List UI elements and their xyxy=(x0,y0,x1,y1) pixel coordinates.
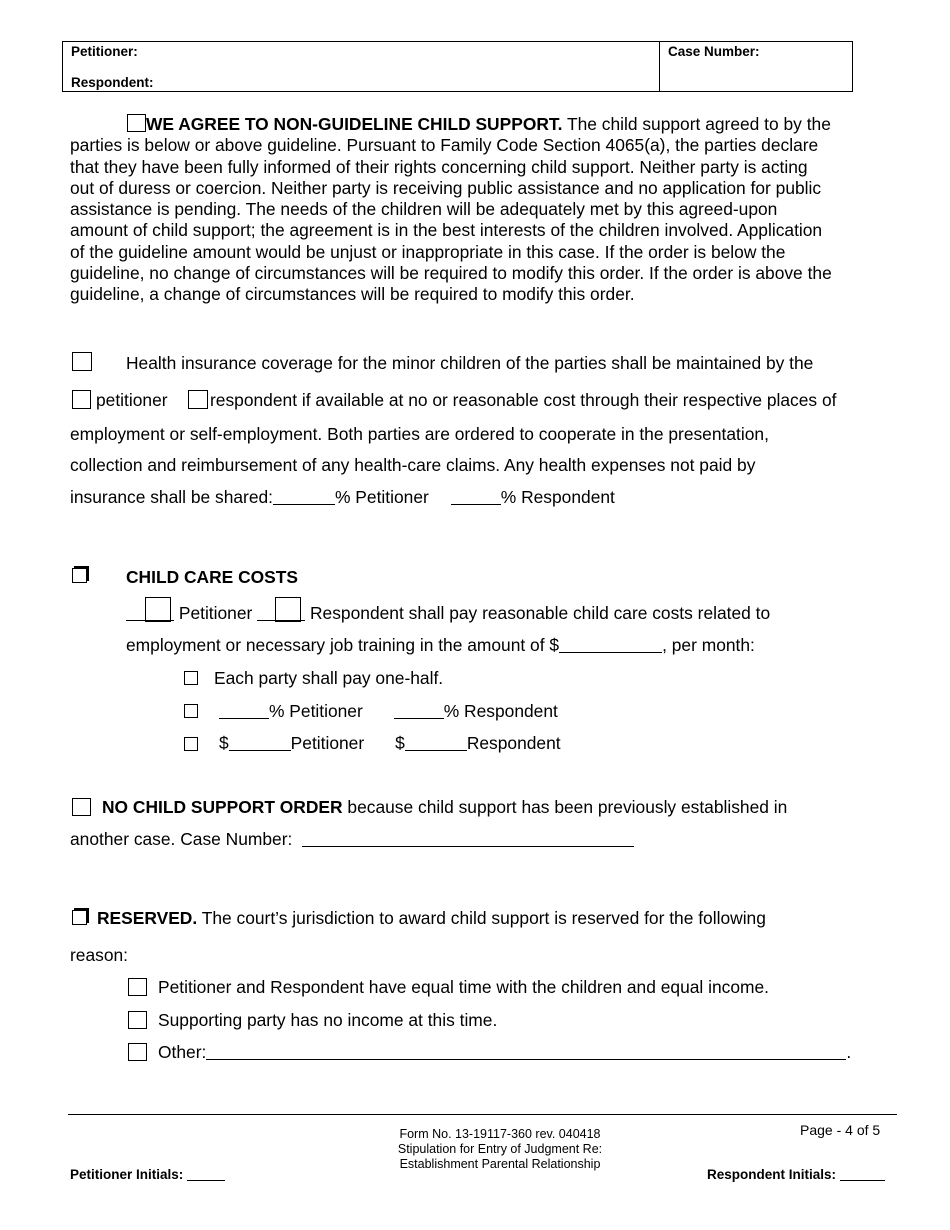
reserved-opt2: Supporting party has no income at this time. xyxy=(158,1010,498,1030)
reserved-opt2-checkbox[interactable] xyxy=(128,1011,147,1029)
child-care-opt3-resp-field[interactable] xyxy=(405,735,467,751)
form-title-line1: Stipulation for Entry of Judgment Re: xyxy=(397,1142,603,1156)
health-respondent-checkbox[interactable] xyxy=(188,390,208,409)
case-number-label: Case Number: xyxy=(668,44,760,59)
child-care-opt3-checkbox[interactable] xyxy=(184,737,198,751)
form-title-line2: Establishment Parental Relationship xyxy=(399,1157,601,1171)
no-order-line1: NO CHILD SUPPORT ORDER because child support has been previously established in xyxy=(102,797,788,817)
health-petitioner-pct-field[interactable] xyxy=(273,489,335,505)
child-care-line2: employment or necessary job training in the amount of $ , per month: xyxy=(126,635,755,655)
health-line2: respondent if available at no or reasonable cost through their respective places of xyxy=(210,390,837,410)
child-care-opt1: Each party shall pay one-half. xyxy=(214,668,444,688)
health-line4: collection and reimbursement of any health-care claims. Any health expenses not paid by xyxy=(70,455,756,475)
reserved-checkbox[interactable] xyxy=(72,910,87,925)
health-line5: insurance shall be shared: % Petitioner % Respondent xyxy=(70,487,615,507)
respondent-label: Respondent: xyxy=(71,75,154,90)
child-care-opt2-checkbox[interactable] xyxy=(184,704,198,718)
child-care-opt1-checkbox[interactable] xyxy=(184,671,198,685)
child-care-petitioner-field[interactable] xyxy=(126,605,174,621)
no-order-case-number-field[interactable] xyxy=(302,831,634,847)
footer-rule xyxy=(68,1114,897,1115)
reserved-opt3-checkbox[interactable] xyxy=(128,1043,147,1061)
non-guideline-paragraph: WE AGREE TO NON-GUIDELINE CHILD SUPPORT. The child support agreed to by the parties is below or above guideline. Pursuant to Family Code Section 4065(a), the parties declare that they have been fully informed of their rights concerning child support. Neither party is acting out of duress or coercion. Neither party is receiving public assistance and no application for public assistance is pending. The needs of the children will be adequately met by this agreed-upon amount of child support; the agreement is in the best interests of the children involved. Application of the guideline amount would be unjust or inappropriate in this case. If the order is below the guideline, no change of circumstances will be required to modify this order. If the order is above the guideline, a change of circumstances will be required to modify this order. xyxy=(70,114,832,305)
no-order-checkbox[interactable] xyxy=(72,798,91,816)
form-info xyxy=(350,1127,650,1172)
child-care-opt2-resp-field[interactable] xyxy=(394,703,444,719)
no-order-line2: another case. Case Number: xyxy=(70,829,634,850)
reserved-opt3: Other: . xyxy=(158,1042,852,1062)
child-care-checkbox[interactable] xyxy=(72,568,87,583)
child-care-amount-field[interactable] xyxy=(559,637,662,653)
child-care-respondent-field[interactable] xyxy=(257,605,305,621)
child-care-line1: Petitioner Respondent shall pay reasonable child care costs related to xyxy=(126,603,770,624)
health-respondent-pct-field[interactable] xyxy=(451,489,501,505)
reserved-opt1: Petitioner and Respondent have equal time with the children and equal income. xyxy=(158,977,769,997)
child-care-title: CHILD CARE COSTS xyxy=(126,567,298,587)
petitioner-initials-field[interactable] xyxy=(187,1168,225,1181)
health-petitioner-checkbox[interactable] xyxy=(72,390,91,409)
reserved-other-field[interactable] xyxy=(206,1044,846,1060)
page-number: Page - 4 of 5 xyxy=(800,1122,881,1138)
child-care-opt3: $ Petitioner $ Respondent xyxy=(219,733,561,753)
non-guideline-checkbox[interactable] xyxy=(127,114,146,132)
health-line1: Health insurance coverage for the minor children of the parties shall be maintained by the xyxy=(126,353,814,373)
reserved-opt1-checkbox[interactable] xyxy=(128,978,147,996)
non-guideline-title: WE AGREE TO NON-GUIDELINE CHILD SUPPORT. xyxy=(146,114,563,134)
petitioner-label: Petitioner: xyxy=(71,44,138,59)
case-header-box xyxy=(62,41,853,92)
reserved-line2: reason: xyxy=(70,945,129,965)
health-insurance-checkbox[interactable] xyxy=(72,352,92,371)
petitioner-initials: Petitioner Initials: xyxy=(70,1167,225,1182)
health-petitioner-label: petitioner xyxy=(96,390,168,410)
child-care-opt2-pet-field[interactable] xyxy=(219,703,269,719)
respondent-initials-field[interactable] xyxy=(840,1168,885,1181)
header-divider xyxy=(659,42,660,91)
child-care-opt2: % Petitioner % Respondent xyxy=(219,701,558,722)
form-number: Form No. 13-19117-360 rev. 040418 xyxy=(399,1127,601,1141)
reserved-line1: RESERVED. The court’s jurisdiction to award child support is reserved for the following xyxy=(97,908,766,928)
respondent-initials: Respondent Initials: xyxy=(707,1167,885,1182)
health-line3: employment or self-employment. Both parties are ordered to cooperate in the presentation, xyxy=(70,424,769,444)
child-care-opt3-pet-field[interactable] xyxy=(229,735,291,751)
